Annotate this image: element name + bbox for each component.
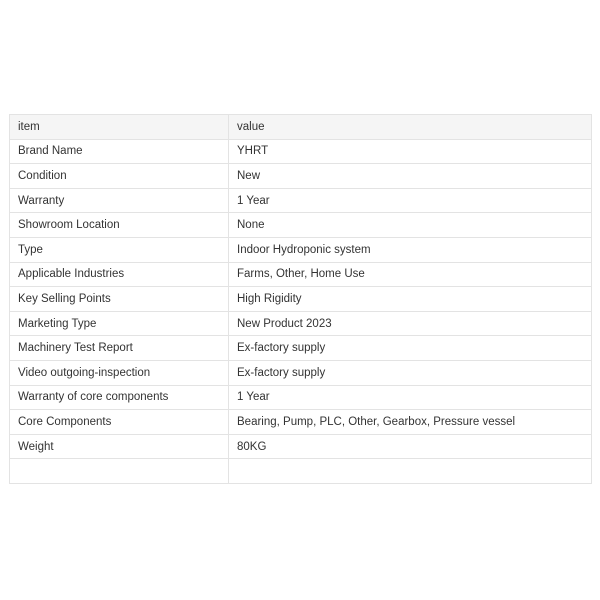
row-item: Warranty — [10, 188, 229, 213]
row-value: YHRT — [229, 139, 592, 164]
row-value — [229, 459, 592, 484]
row-item: Key Selling Points — [10, 287, 229, 312]
spec-table — [9, 114, 592, 484]
table-row — [10, 237, 592, 262]
row-item: Condition — [10, 164, 229, 189]
table-row — [10, 434, 592, 459]
row-value: Farms, Other, Home Use — [229, 262, 592, 287]
header-item: item — [10, 115, 229, 140]
row-value: 1 Year — [229, 188, 592, 213]
row-item — [10, 459, 229, 484]
row-value: High Rigidity — [229, 287, 592, 312]
row-value: New — [229, 164, 592, 189]
row-value: Ex-factory supply — [229, 336, 592, 361]
row-item: Warranty of core components — [10, 385, 229, 410]
table-header-row — [10, 115, 592, 140]
row-item: Weight — [10, 434, 229, 459]
table-row — [10, 385, 592, 410]
table-row — [10, 336, 592, 361]
table-row — [10, 164, 592, 189]
row-value: New Product 2023 — [229, 311, 592, 336]
row-item: Brand Name — [10, 139, 229, 164]
table-row — [10, 360, 592, 385]
row-item: Showroom Location — [10, 213, 229, 238]
table-row — [10, 410, 592, 435]
table-row — [10, 311, 592, 336]
row-item: Type — [10, 237, 229, 262]
row-item: Core Components — [10, 410, 229, 435]
row-item: Applicable Industries — [10, 262, 229, 287]
table-row — [10, 139, 592, 164]
table-row — [10, 188, 592, 213]
row-value: Ex-factory supply — [229, 360, 592, 385]
table-row — [10, 287, 592, 312]
row-item: Marketing Type — [10, 311, 229, 336]
row-value: Indoor Hydroponic system — [229, 237, 592, 262]
row-value: None — [229, 213, 592, 238]
table-row — [10, 262, 592, 287]
row-value: 1 Year — [229, 385, 592, 410]
table-row-empty — [10, 459, 592, 484]
row-value: 80KG — [229, 434, 592, 459]
row-value: Bearing, Pump, PLC, Other, Gearbox, Pressure vessel — [229, 410, 592, 435]
row-item: Machinery Test Report — [10, 336, 229, 361]
row-item: Video outgoing-inspection — [10, 360, 229, 385]
header-value: value — [229, 115, 592, 140]
table-row — [10, 213, 592, 238]
